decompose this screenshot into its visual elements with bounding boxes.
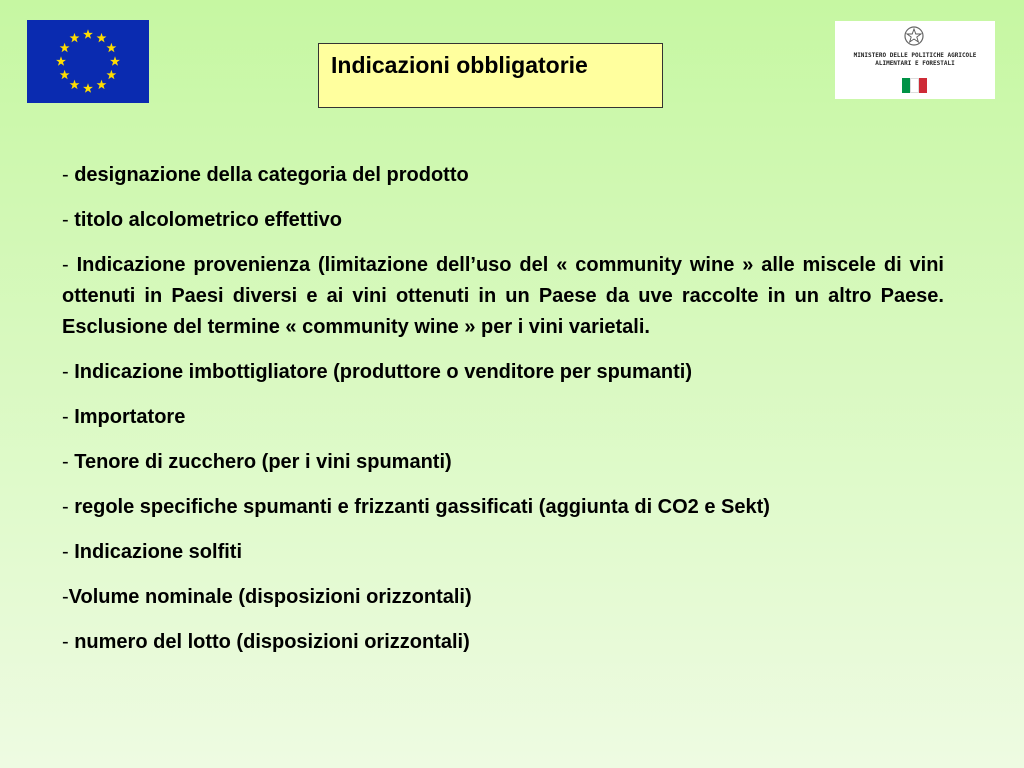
list-item [62, 582, 944, 613]
list-item-text: regole specifiche spumanti e frizzanti gassificati (aggiunta di CO2 e Sekt) [74, 496, 770, 518]
list-item-dash: - [62, 451, 75, 473]
list-item-text: Indicazione imbottigliatore (produttore o venditore per spumanti) [74, 361, 693, 383]
list-item-dash: - [62, 254, 77, 276]
list-item-text: Volume nominale (disposizioni orizzontali) [68, 586, 472, 608]
list-item [62, 492, 944, 523]
list-item-text: designazione della categoria del prodotto [74, 164, 469, 186]
list-item [62, 447, 944, 478]
requirements-list [62, 160, 944, 672]
star-icon [60, 70, 70, 79]
list-item [62, 160, 944, 191]
title-box [318, 43, 663, 108]
list-item-text: Importatore [74, 406, 186, 428]
list-item [62, 250, 944, 343]
eu-flag-logo [27, 20, 149, 103]
list-item-dash: - [62, 496, 75, 518]
page-title: Indicazioni obbligatorie [331, 52, 588, 78]
star-icon [70, 33, 80, 42]
ministry-line-2: ALIMENTARI E FORESTALI [875, 60, 955, 67]
ministry-logo [835, 21, 995, 99]
emblem-icon [903, 25, 925, 47]
list-item-text: Indicazione provenienza (limitazione dell’uso del « community wine » alle miscele di vini ottenuti in Paesi diversi e ai vini ottenuti in un Paese da uve raccolte in un altro Paese. Esclusione del termine « community wine » per i vini varietali. [62, 254, 944, 338]
list-item [62, 537, 944, 568]
ministry-name [835, 52, 995, 68]
list-item-dash: - [62, 164, 75, 186]
list-item-dash: - [62, 361, 75, 383]
list-item-dash: - [62, 631, 75, 653]
star-icon [70, 80, 80, 89]
list-item-text: Tenore di zucchero (per i vini spumanti) [74, 451, 452, 473]
italy-flag-icon [902, 78, 927, 93]
italy-flag-white [910, 78, 920, 93]
star-icon [60, 43, 70, 52]
list-item [62, 357, 944, 388]
italy-flag-green [902, 78, 910, 93]
list-item-dash: - [62, 586, 69, 608]
list-item-dash: - [62, 541, 75, 563]
star-icon [83, 83, 93, 92]
star-icon [56, 56, 66, 65]
list-item [62, 627, 944, 658]
list-item-text: numero del lotto (disposizioni orizzontali) [74, 631, 470, 653]
star-icon [97, 33, 107, 42]
list-item [62, 402, 944, 433]
list-item-dash: - [62, 209, 75, 231]
list-item-text: Indicazione solfiti [74, 541, 243, 563]
list-item-text: titolo alcolometrico effettivo [74, 209, 343, 231]
star-icon [83, 29, 93, 38]
star-icon [110, 56, 120, 65]
eu-stars-icon [27, 20, 149, 103]
star-icon [97, 80, 107, 89]
ministry-line-1: MINISTERO DELLE POLITICHE AGRICOLE [853, 52, 977, 59]
list-item-dash: - [62, 406, 75, 428]
list-item [62, 205, 944, 236]
star-icon [106, 70, 116, 79]
star-icon [106, 43, 116, 52]
italy-flag-red [919, 78, 927, 93]
